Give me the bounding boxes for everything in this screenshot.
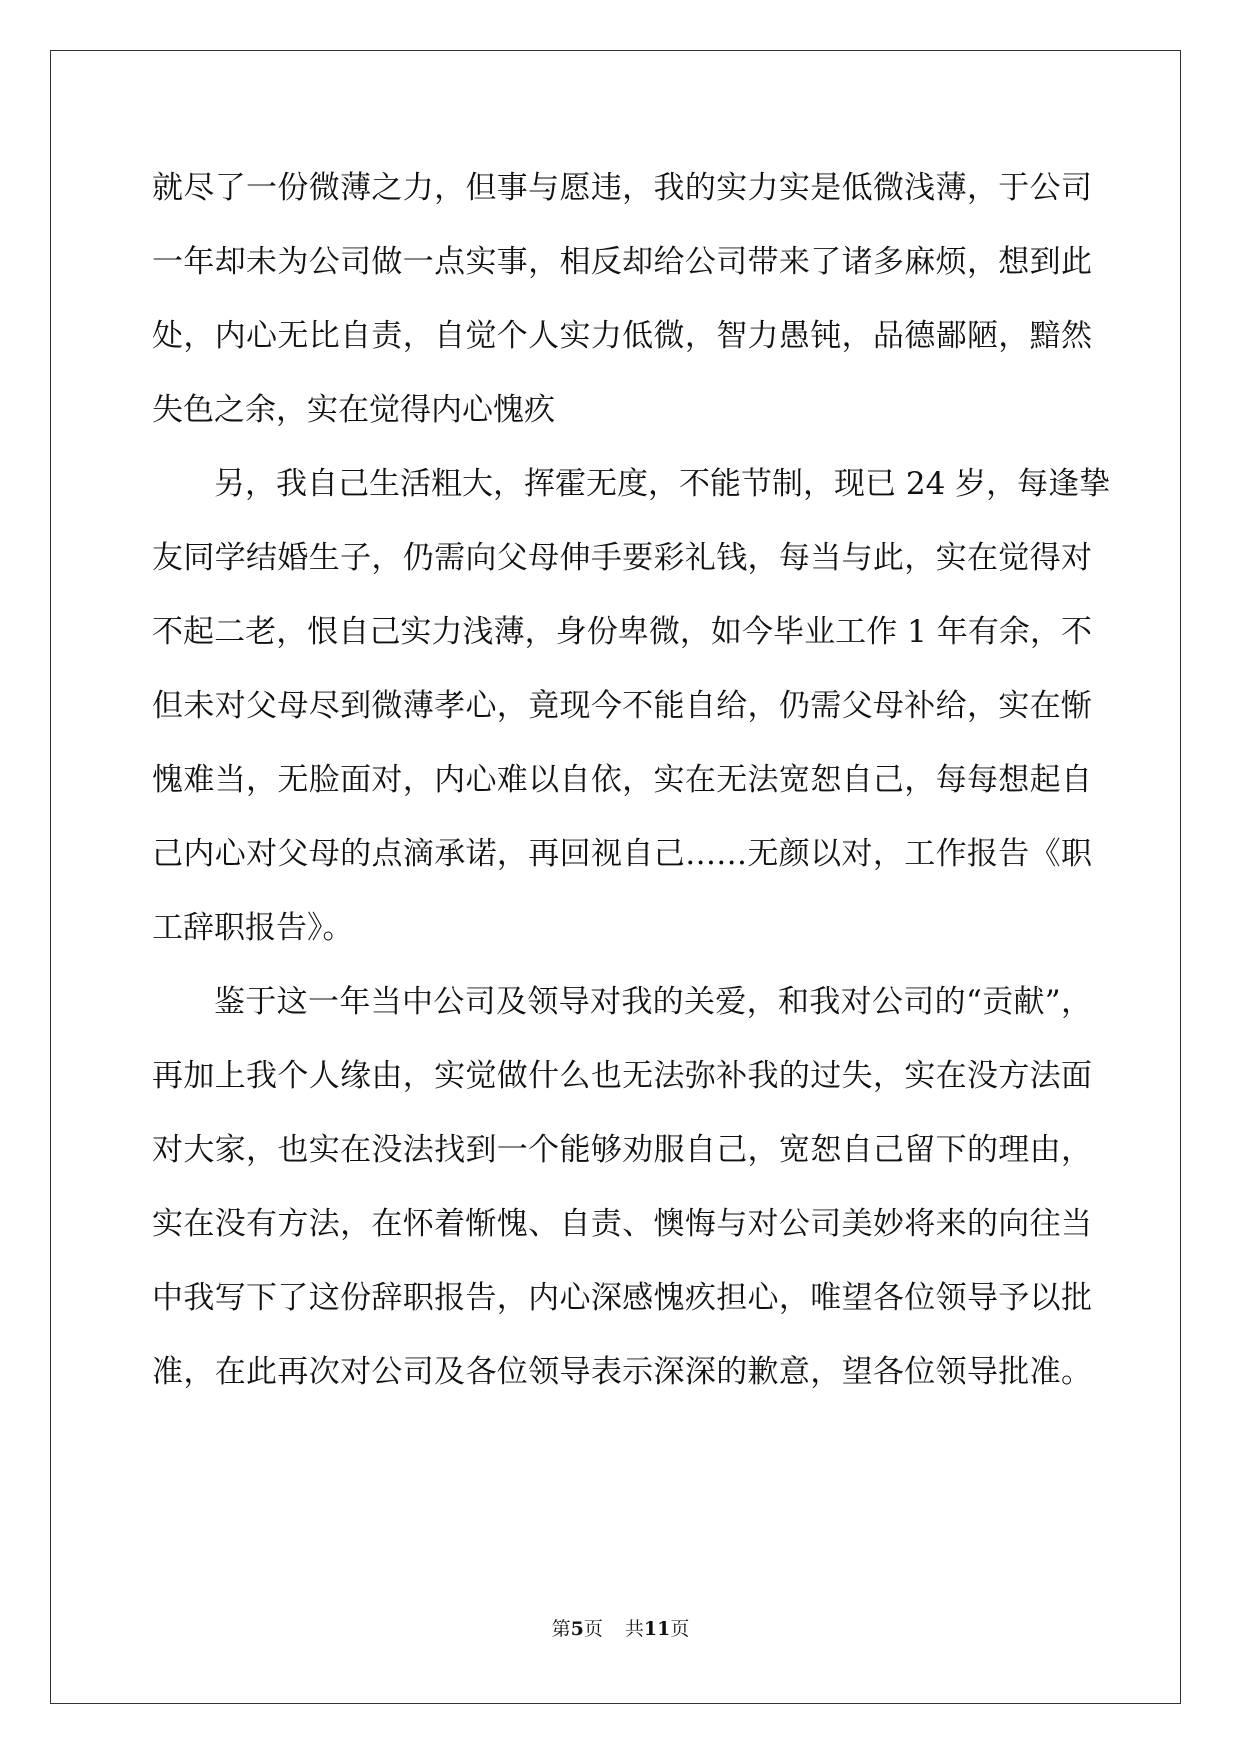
text-line: 准，在此再次对公司及各位领导表示深深的歉意，望各位领导批准。: [152, 1354, 1092, 1390]
footer-total-prefix: 共: [624, 1618, 644, 1640]
text-line: 不起二老，恨自己实力浅薄，身份卑微，如今毕业工作 1 年有余，不: [152, 614, 1092, 650]
text-line: 愧难当，无脸面对，内心难以自依，实在无法宽恕自己，每每想起自: [152, 762, 1092, 798]
text-line: 但未对父母尽到微薄孝心，竟现今不能自给，仍需父母补给，实在惭: [152, 688, 1092, 724]
footer-page-unit: 页: [583, 1618, 603, 1640]
current-page-number: 5: [570, 1618, 584, 1640]
paragraph-first-line: 鉴于这一年当中公司及领导对我的关爱，和我对公司的“贡献”，: [214, 984, 1092, 1020]
text-line: 一年却未为公司做一点实事，相反却给公司带来了诸多麻烦，想到此: [152, 244, 1092, 280]
text-line: 中我写下了这份辞职报告，内心深感愧疚担心，唯望各位领导予以批: [152, 1280, 1092, 1316]
text-line: 友同学结婚生子，仍需向父母伸手要彩礼钱，每当与此，实在觉得对: [152, 540, 1092, 576]
text-line: 就尽了一份微薄之力，但事与愿违，我的实力实是低微浅薄，于公司: [152, 170, 1092, 206]
text-line: 己内心对父母的点滴承诺，再回视自己……无颜以对，工作报告《职: [152, 836, 1092, 872]
text-line: 对大家，也实在没法找到一个能够劝服自己，宽恕自己留下的理由，: [152, 1132, 1092, 1168]
text-line: 工辞职报告》。: [152, 910, 354, 946]
text-line: 处，内心无比自责，自觉个人实力低微，智力愚钝，品德鄙陋，黯然: [152, 318, 1092, 354]
page-border: [50, 50, 1181, 1704]
footer-total-unit: 页: [670, 1618, 690, 1640]
text-line: 再加上我个人缘由，实觉做什么也无法弥补我的过失，实在没方法面: [152, 1058, 1092, 1094]
text-line: 实在没有方法，在怀着惭愧、自责、懊悔与对公司美妙将来的向往当: [152, 1206, 1092, 1242]
text-line: 失色之余，实在觉得内心愧疚: [152, 392, 555, 428]
footer-prefix: 第: [551, 1618, 571, 1640]
paragraph-first-line: 另，我自己生活粗大，挥霍无度，不能节制，现已 24 岁，每逢挚: [214, 466, 1111, 502]
page-footer: [0, 1617, 1241, 1641]
total-pages-number: 11: [643, 1618, 671, 1640]
